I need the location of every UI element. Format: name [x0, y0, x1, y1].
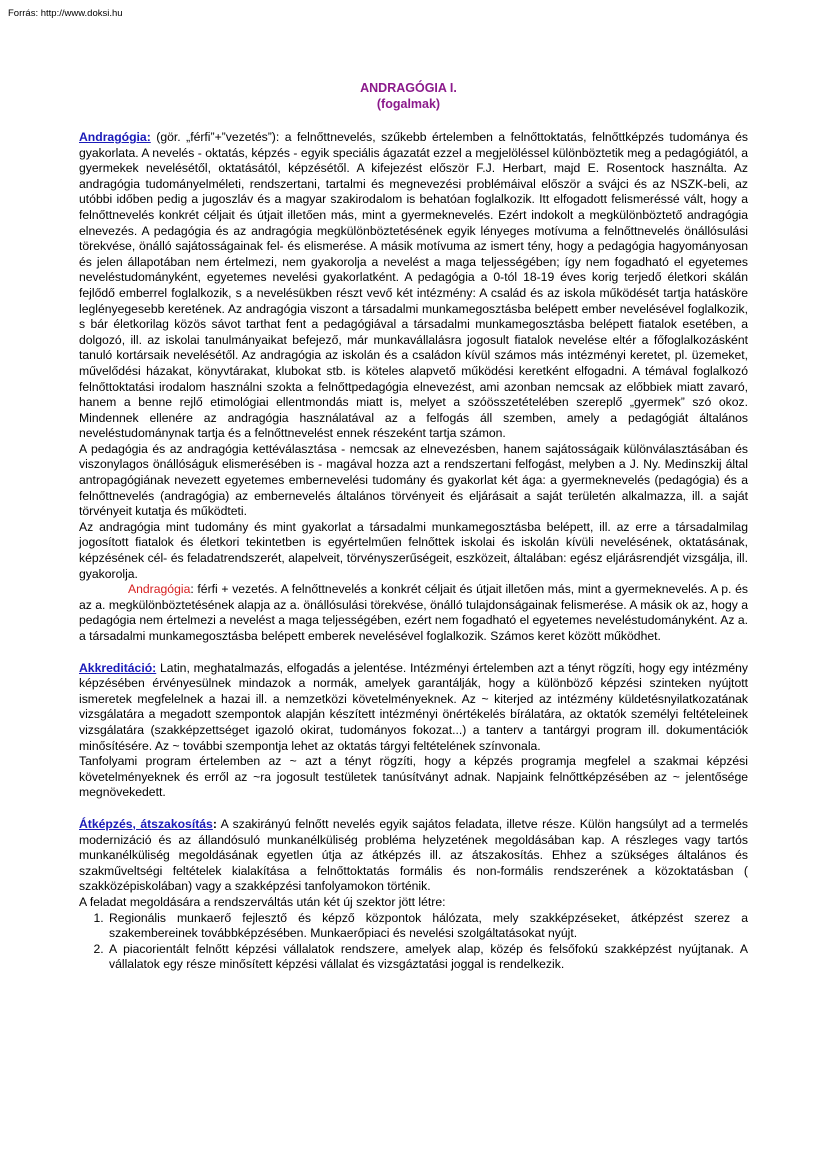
andragogia-text-4: : férfi + vezetés. A felnőttnevelés a konkrét céljait és útjait illetően más, mint a gyermeknevelés. A p. és az a. megkülönböztetésének alapja az a. önállósulási törekvése, önálló tulajdonságainak felismerése. A másik ok az, hogy a pedagógia nem értelmezi a nevelést a maga teljességében, ezért nem fogadható el egyetemes neveléstudományként. Az a. a társadalmi munkamegosztásba belépett emberek nevelésével foglalkozik. Számos keret között működhet. [79, 582, 748, 643]
atkepzes-paragraph-1 [79, 817, 748, 895]
term-andragogia: Andragógia: [79, 130, 151, 144]
term-andragogia-short: Andragógia [128, 582, 191, 597]
akkreditacio-paragraph-1 [79, 661, 748, 755]
section-akkreditacio [79, 661, 748, 801]
list-item: 2. A piacorientált felnőtt képzési vállalatok rendszere, amelyek alap, közép és felsőfokú szakképzést nyújtanak. A vállalatok egy része minősített képzési vállalat és vizsgáztatási joggal is rendelkezik. [107, 942, 748, 973]
andragogia-paragraph-2: A pedagógia és az andragógia kettéválasztása - nemcsak az elnevezésben, hanem sajátosságaik különválasztásában és viszonylagos önállóságuk elismerésében is - magával hozza azt a rendszertani felfogást, melyben a J. Ny. Medinszkij által antropagógiának nevezett egyetemes embernevelési tudomány és gyakorlat két ága: a gyermeknevelés (pedagógia) és a felnőttnevelés (andragógia) az embernevelés általános törvényeit és eljárásait a saját területén alkalmazza, ill. a saját törvényeit kutatja és működteti. [79, 441, 748, 519]
akkreditacio-paragraph-2: Tanfolyami program értelemben az ~ azt a tényt rögzíti, hogy a képzés programja megfelel a szakmai képzési követelményeknek és erről az ~ra jogosult testületek tanúsítványt adnak. Napjaink felnőttképzésében az ~ jelentősége megnövekedett. [79, 754, 748, 800]
section-andragogia [79, 130, 748, 645]
atkepzes-paragraph-2: A feladat megoldására a rendszerváltás után két új szektor jött létre: [79, 894, 446, 909]
list-item: 1. Regionális munkaerő fejlesztő és képző központok hálózata, mely szakképzéseket, átképzést szerez a szakembereinek továbbképzésében. Munkaerőpiaci és nevelési szolgáltatásokat nyújt. [107, 911, 748, 942]
term-atkepzes-colon: : [212, 816, 217, 831]
term-akkreditacio: Akkreditáció: [79, 660, 157, 675]
andragogia-paragraph-1 [79, 130, 748, 442]
atkepzes-list [79, 911, 748, 973]
akkreditacio-text-1: Latin, meghatalmazás, elfogadás a jelentése. Intézményi értelemben azt a tényt rögzíti, hogy egy intézmény képzésében érvényesülnek mindazok a normák, amelyek garantálják, hogy a különböző képzési szinteken nyújtott ismeretek megfelelnek a hazai ill. a nemzetközi követelményeknek. Az ~ kiterjed az intézmény küldetésnyilatkozatának vizsgálatára a megadott szempontok alapján készített intézményi önértékelés bírálatára, az oktatók személyi feltételeinek vizsgálatára (szakképzettséget igazoló okirat, tudományos fokozat...) a tanterv a tantárgyi program ill. dokumentációk minősítésére. Az ~ további szempontja lehet az oktatás tárgyi feltételének színvonala. [79, 660, 748, 753]
document-subtitle: (fogalmak) [376, 97, 441, 111]
atkepzes-text-1: A szakirányú felnőtt nevelés egyik sajátos feladata, illetve része. Külön hangsúlyt ad a termelés modernizáció és az állandósuló munkanélküliség probléma helyzetének megoldásában kap. A részleges vagy tartós munkanélküliség megoldásának egyetlen útja az átképzés ill. az átszakosítás. Ehhez a szükséges általános és szakműveltségi feltételek kialakítása a felnőttoktatás formális és non-formális rendszerének a közoktatásban ( szakközépiskolában) vagy a szakképzési tanfolyamokon történik. [79, 816, 748, 894]
document-title: ANDRAGÓGIA I. [360, 81, 457, 95]
section-atkepzes [79, 817, 748, 973]
andragogia-text-1: (gör. „férfi”+”vezetés”): a felnőttnevelés, szűkebb értelemben a felnőttoktatás, felnőttképzés tudománya és gyakorlata. A nevelés - oktatás, képzés - egyik speciális ágazatát ezzel a megjelöléssel különböztetik meg a pedagógiától, a gyermekek nevelésétől, oktatásától, képzésétől. A kifejezést először F.J. Herbart, majd E. Rosentock használta. Az andragógia tudományelméleti, rendszertani, tartalmi és megnevezési problémáival először a svájci és az NSZK-beli, az utóbbi időben pedig a jugoszláv és a magyar szakirodalom is behatóan foglalkozik. Itt elfogadott felismeréssé vált, hogy a felnőttnevelés konkrét céljait és útjait illetően más, mint a gyermeknevelés. Ezért indokolt a megkülönböztető andragógia elnevezés. A pedagógia és az andragógia megkülönböztetésének egyik lényeges motívuma a felnőttnevelés önállósulási törekvése, önálló sajátosságainak fel- és elismerése. A másik motívuma az ismert tény, hogy a pedagógia hagyományosan és jelen állapotában nem értelmezi, nem gyakorolja a nevelést a maga teljességében; így nem fogadható el egyetemes neveléstudományként, egyetemes nevelési gyakorlatként. A pedagógia a 0-tól 18-19 éves korig terjedő életkori skálán fejlődő emberrel foglalkozik, s a nevelésükben részt vevő két intézmény: A család és az iskola működését tartja hatásköre leglényegesebb keretének. Az andragógia viszont a társadalmi munkamegosztásba belépett ember nevelésével foglalkozik, s bár életkorilag közös sávot tarthat fent a pedagógiával a társadalmi munkamegosztásba belépett fiatalok esetében, a dolgozó, ill. az iskolai tanulmányaikat befejező, már munkavállalásra jogosult fiatalok nevelése eltér a főfoglalkozásként tanuló kortársaik nevelésétől. Az andragógia az iskolán és a családon kívül számos más intézményi keretet, pl. üzemeket, művelődési házakat, könyvtárakat, klubokat stb. is köteles alapvető működési keretként elfogadni. A témával foglalkozó felnőttoktatási irodalom használni szokta a felnőttpedagógia elnevezést, ami azonban nemcsak az előbbiek miatt zavaró, hanem a benne rejlő etimológiai ellentmondás miatt is, melyet a szóösszetételében szereplő „gyermek” szó okoz. Mindennek ellenére az andragógia használatával az a felfogás áll szemben, amely a pedagógiát általános neveléstudománynak tartja és a felnőttnevelést ennek részeként tartja számon. [79, 130, 748, 441]
andragogia-paragraph-3: Az andragógia mint tudomány és mint gyakorlat a társadalmi munkamegosztásba belépett, ill. az erre a társadalmilag jogosított fiatalok és életkori tekintetben is egyértelműen felnőttek iskolai és iskolán kívüli nevelésének, oktatásának, képzésének cél- és feladatrendszerét, alapelveit, törvényszerűségeit, eszközeit, általában: egész eljárásrendjét vizsgálja, ill. gyakorolja. [79, 519, 748, 581]
term-atkepzes: Átképzés, átszakosítás [79, 816, 213, 831]
document-body [79, 80, 748, 973]
andragogia-paragraph-4 [79, 582, 748, 644]
source-note: Forrás: http://www.doksi.hu [8, 8, 123, 19]
